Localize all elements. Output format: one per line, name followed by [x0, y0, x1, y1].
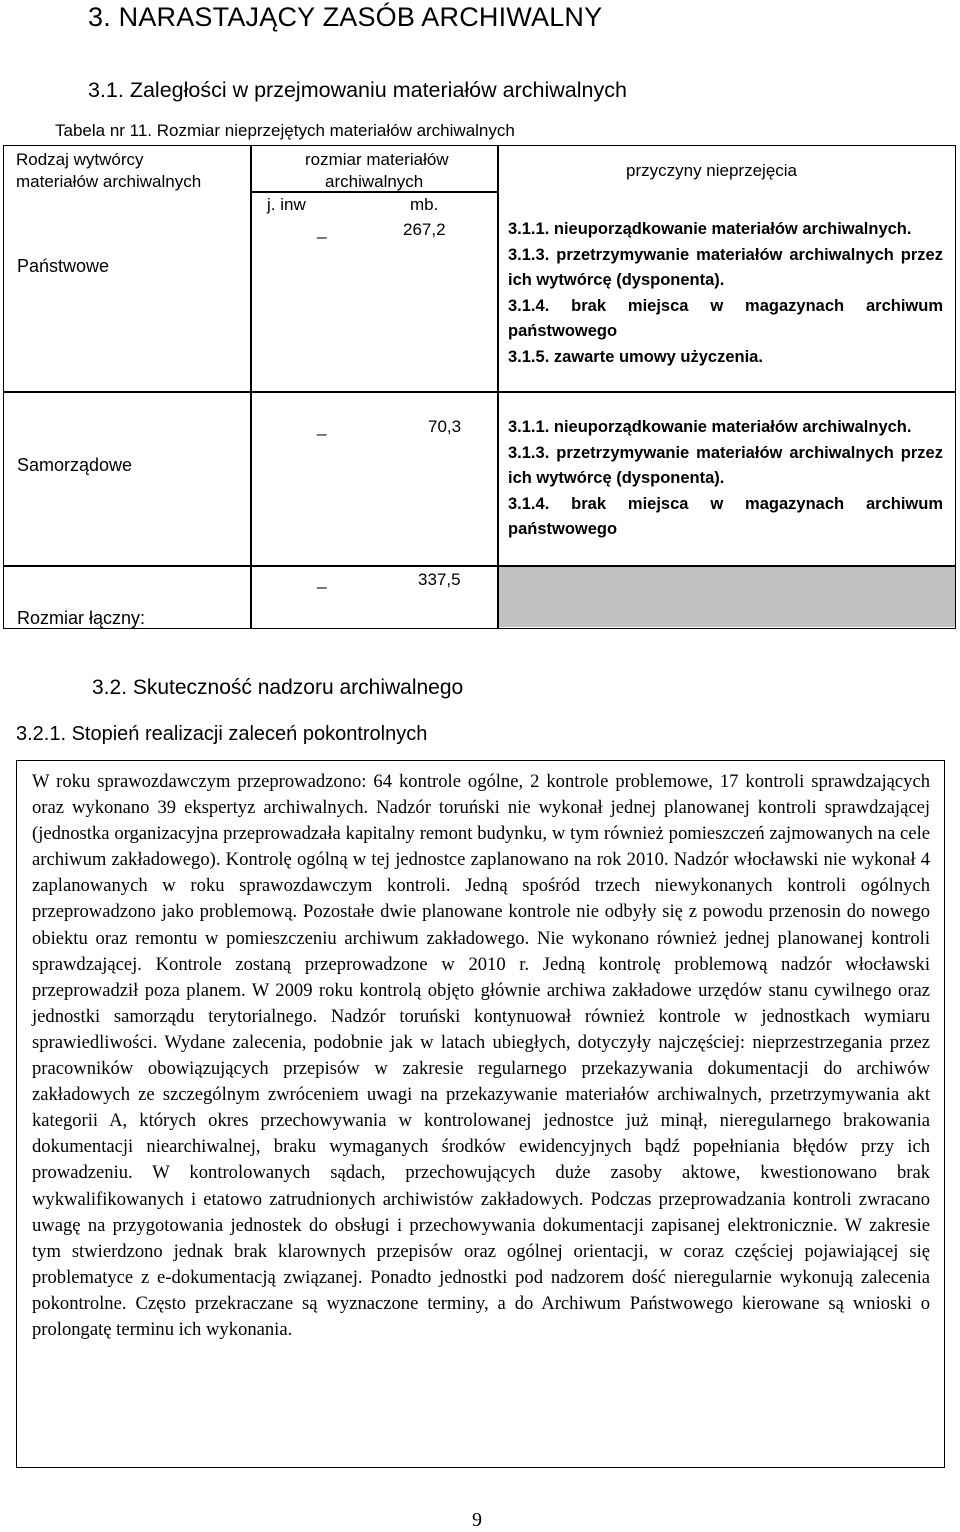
total-reasons-cell: [497, 565, 955, 627]
row-producer-state: Państwowe: [17, 256, 110, 276]
header-size-line2: archiwalnych: [325, 172, 424, 191]
row-producer-local: Samorządowe: [17, 455, 133, 475]
total-label: Rozmiar łączny:: [17, 608, 146, 628]
reason-item: 3.1.3. przetrzymywanie materiałów archiwalnych przez ich wytwórcę (dysponenta).: [508, 245, 943, 289]
reason-item: 3.1.4. brak miejsca w magazynach archiwum państwowego: [508, 296, 943, 340]
header-unit-inw: j. inw: [267, 195, 306, 214]
reasons-list-state: [508, 217, 943, 370]
reason-item: 3.1.1. nieuporządkowanie materiałów archiwalnych.: [508, 220, 912, 238]
header-producer-line1: Rodzaj wytwórcy: [16, 150, 144, 169]
header-producer-line2: materiałów archiwalnych: [16, 172, 202, 191]
row-mb-local: 70,3: [428, 417, 462, 436]
row-inw-state: _: [317, 220, 327, 239]
reasons-list-local: [508, 415, 943, 543]
header-size-line1: rozmiar materiałów: [305, 150, 449, 169]
row-inw-local: _: [317, 417, 327, 436]
page-number: 9: [472, 1509, 482, 1531]
reason-item: 3.1.4. brak miejsca w magazynach archiwum państwowego: [508, 494, 943, 538]
header-unit-mb: mb.: [410, 195, 439, 214]
section-title-3-2-1: 3.2.1. Stopień realizacji zaleceń pokontrolnych: [16, 723, 428, 745]
table-caption: Tabela nr 11. Rozmiar nieprzejętych materiałów archiwalnych: [55, 121, 515, 140]
section-title-3-1: 3.1. Zaległości w przejmowaniu materiałów archiwalnych: [88, 78, 627, 102]
total-inw: _: [317, 570, 327, 589]
reason-item: 3.1.1. nieuporządkowanie materiałów archiwalnych.: [508, 418, 912, 436]
text-box: [16, 760, 945, 1468]
chapter-title: 3. NARASTAJĄCY ZASÓB ARCHIWALNY: [88, 2, 603, 32]
header-reasons: przyczyny nieprzejęcia: [626, 161, 798, 180]
reason-item: 3.1.3. przetrzymywanie materiałów archiwalnych przez ich wytwórcę (dysponenta).: [508, 443, 943, 487]
total-mb: 337,5: [418, 570, 461, 589]
row-mb-state: 267,2: [403, 220, 446, 239]
section-title-3-2: 3.2. Skuteczność nadzoru archiwalnego: [92, 676, 464, 699]
body-paragraph: W roku sprawozdawczym przeprowadzono: 64 kontrole ogólne, 2 kontrole problemowe, 17 kontroli sprawdzających oraz wykonano 39 ekspertyz archiwalnych. Nadzór toruński nie wykonał jednej planowanej kontroli sprawdzającej (jednostka organizacyjna przeprowadzała kapitalny remont budynku, w tym również pomieszczeń zajmowanych na cele archiwum zakładowego). Kontrolę ogólną w tej jednostce zaplanowano na rok 2010. Nadzór włocławski nie wykonał 4 zaplanowanych w roku sprawozdawczym kontroli. Jedną spośród trzech niewykonanych kontroli ogólnych przeprowadzono jako problemową. Pozostałe dwie planowane kontrole nie odbyły się z powodu przenosin do nowego obiektu oraz remontu w pomieszczeniu archiwum zakładowego. Nie wykonano również jednej planowanej kontroli sprawdzającej. Kontrole zostaną przeprowadzone w 2010 r. Jedną kontrolę problemową nadzór włocławski przeprowadził poza planem. W 2009 roku kontrolą objęto głównie archiwa zakładowe urzędów stanu cywilnego oraz jednostki samorządu terytorialnego. Nadzór toruński kontynuował również kontrole w jednostkach wymiaru sprawiedliwości. Wydane zalecenia, podobnie jak w latach ubiegłych, dotyczyły najczęściej: nieprzestrzegania przez pracowników obowiązujących przepisów w zakresie regularnego przekazywania dokumentacji do archiwów zakładowych ze szczególnym zwróceniem uwagi na przekazywanie materiałów archiwalnych, przetrzymywania akt kategorii A, których okres przechowywania w kontrolowanej jednostce już minął, nieregularnego brakowania dokumentacji niearchiwalnej, braku wymaganych środków ewidencyjnych bądź popełniania błędów przy ich prowadzeniu. W kontrolowanych sądach, przechowujących duże zasoby aktowe, kwestionowano brak wykwalifikowanych i etatowo zatrudnionych archiwistów zakładowych. Podczas przeprowadzania kontroli zwracano uwagę na przygotowania jednostek do obsługi i przechowywania dokumentacji zapisanej elektronicznie. W zakresie tym stwierdzono jednak brak klarownych przepisów oraz ogólnej orientacji, w coraz częściej pojawiającej się problematyce z e-dokumentacją związanej. Ponadto jednostki pod nadzorem dość nieregularnie wykonują zalecenia pokontrolne. Często przekraczane są wyznaczone terminy, a do Archiwum Państwowego kierowane są wnioski o prolongatę terminu ich wykonania.: [32, 771, 930, 1340]
reason-item: 3.1.5. zawarte umowy użyczenia.: [508, 347, 763, 366]
